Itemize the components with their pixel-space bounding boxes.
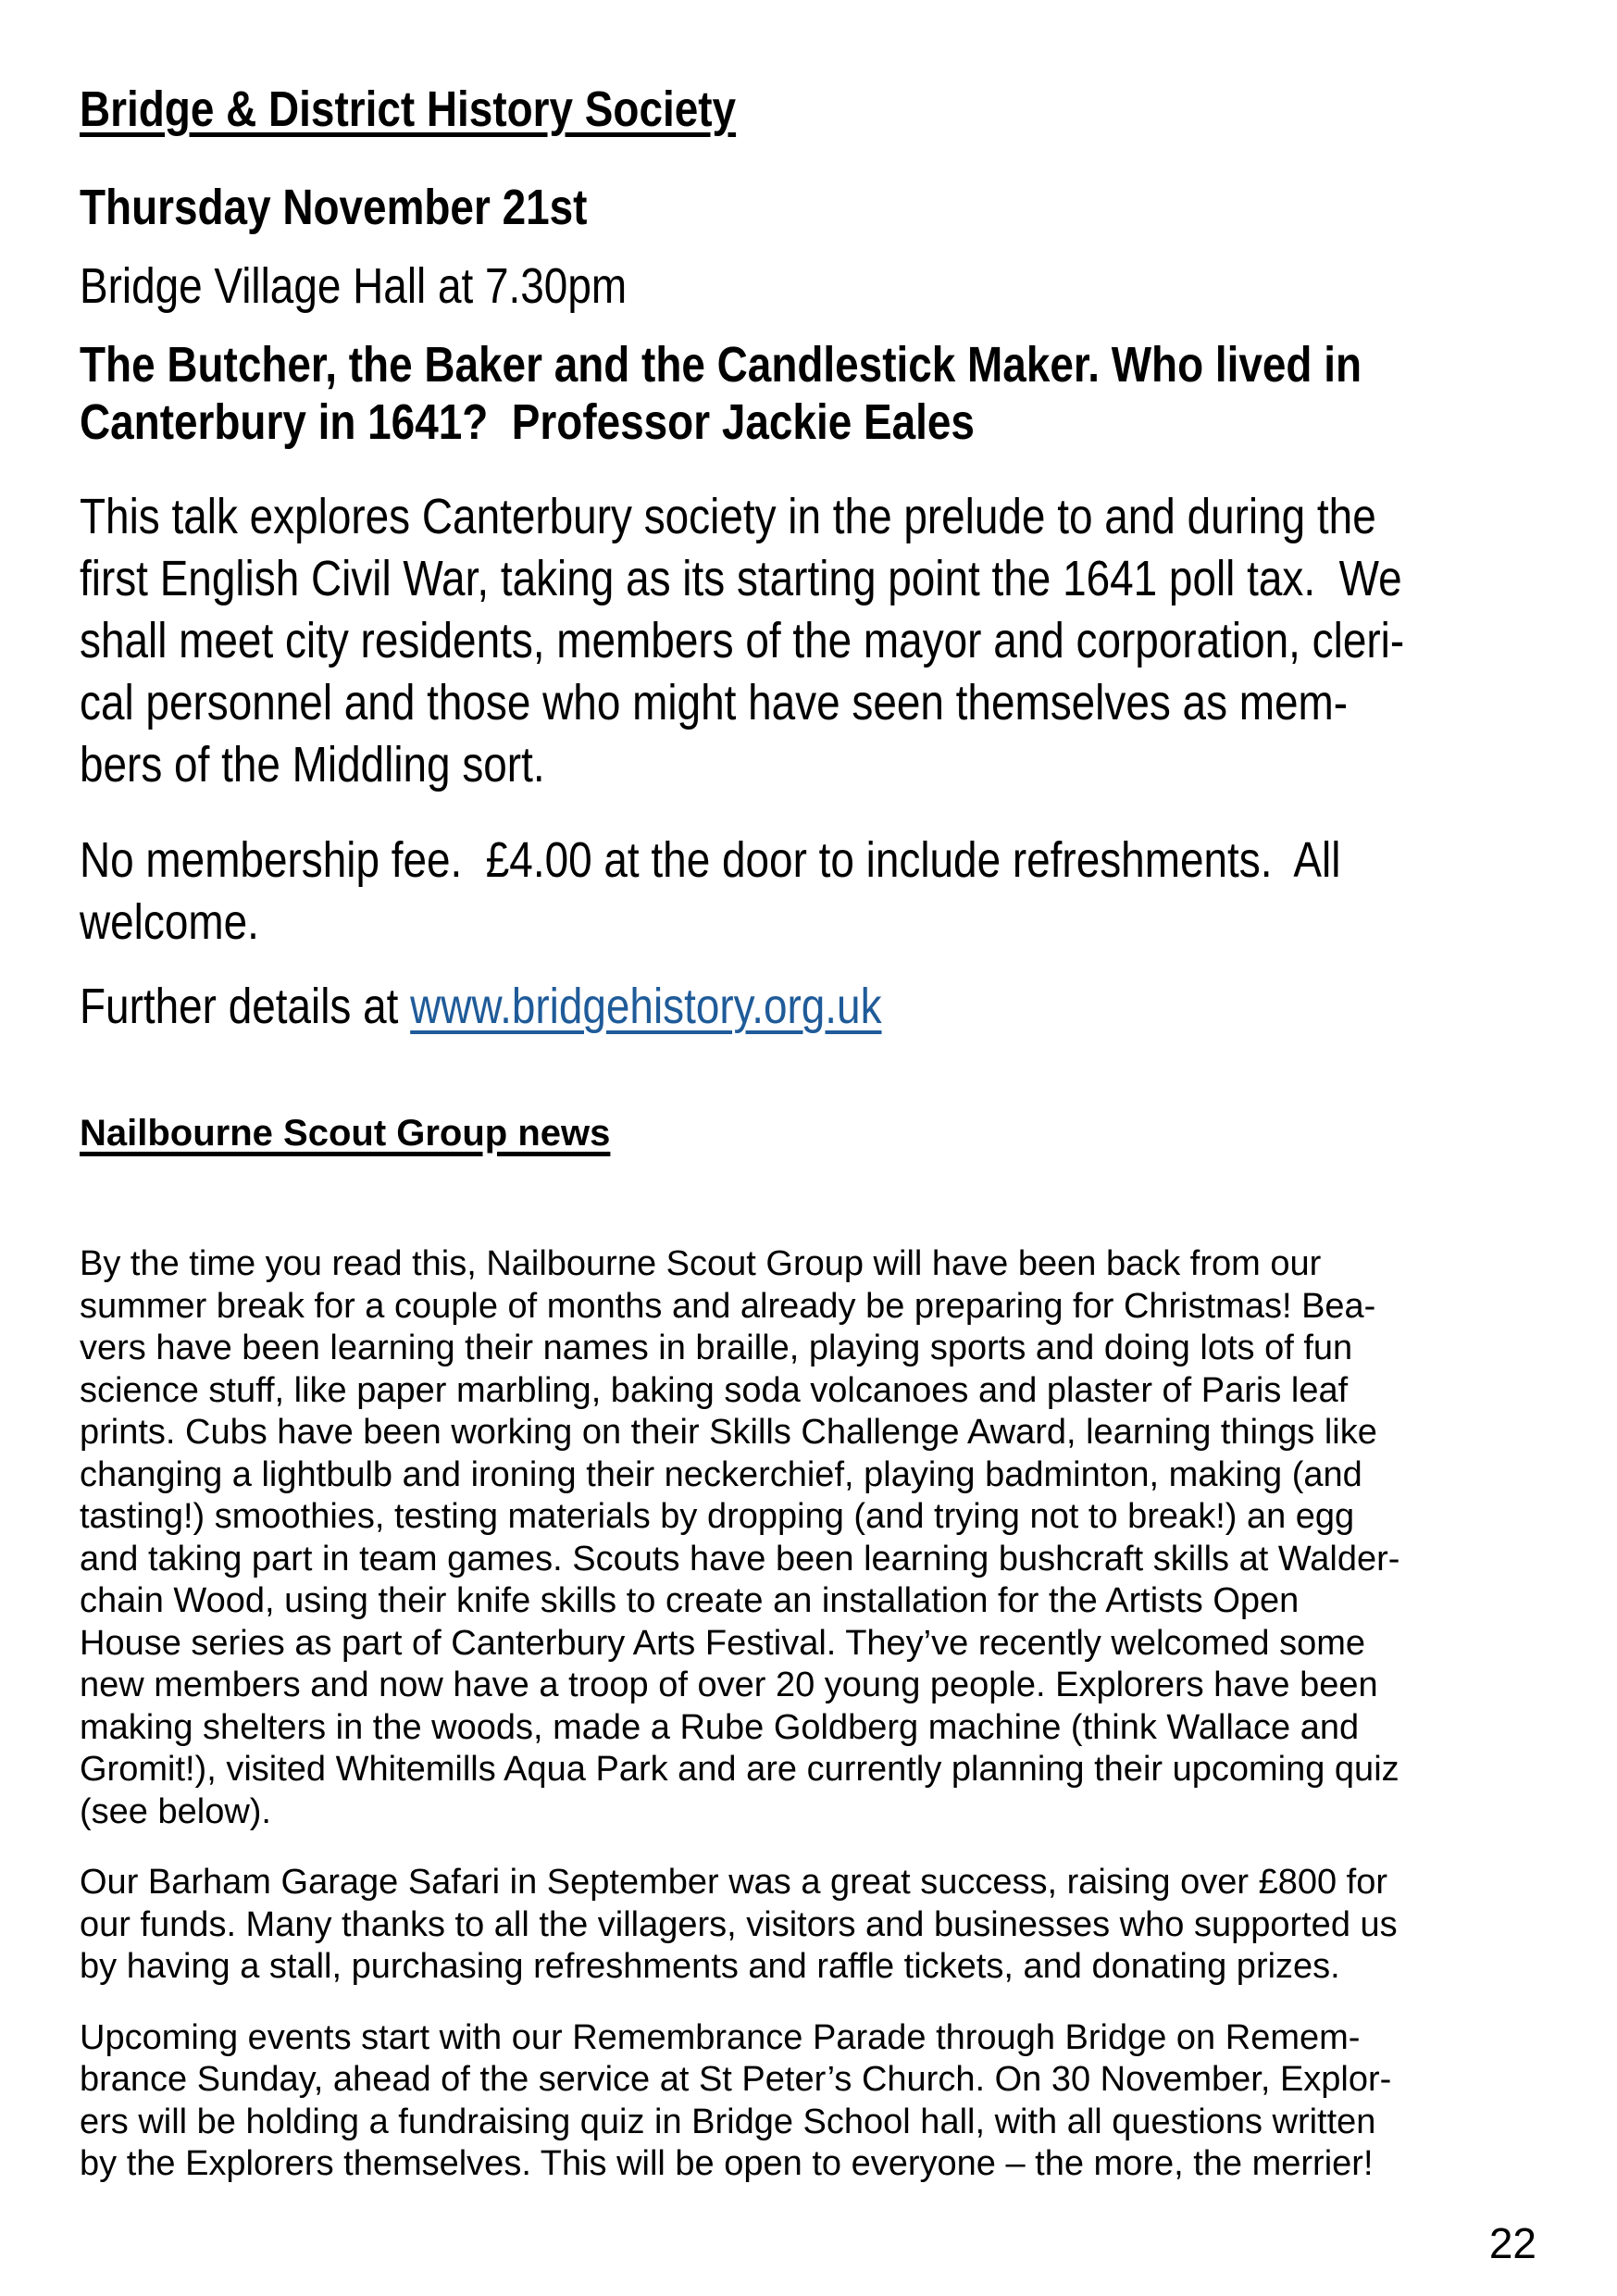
scout-paragraph-line: making shelters in the woods, made a Rube Goldberg machine (think Wallace and: [80, 1707, 1360, 1747]
talk-description-line: first English Civil War, taking as its starting point the 1641 poll tax. We: [80, 551, 1402, 606]
talk-title: [80, 336, 1574, 451]
talk-description-line: shall meet city residents, members of the mayor and corporation, cleri-: [80, 613, 1405, 668]
event-venue: Bridge Village Hall at 7.30pm: [80, 258, 628, 314]
history-society-title: [80, 81, 1574, 137]
fee-notice: [80, 830, 1574, 954]
page-number: 22: [1488, 2219, 1536, 2267]
scout-paragraph-line: chain Wood, using their knife skills to create an installation for the Artists Open: [80, 1581, 1300, 1620]
talk-title-line: Canterbury in 1641? Professor Jackie Eales: [80, 394, 975, 450]
scout-paragraph-line: science stuff, like paper marbling, baking soda volcanoes and plaster of Paris leaf: [80, 1370, 1349, 1410]
scout-paragraph-line: and taking part in team games. Scouts have been learning bushcraft skills at Walder-: [80, 1539, 1400, 1578]
scout-paragraph-line: changing a lightbulb and ironing their neckerchief, playing badminton, making (and: [80, 1454, 1362, 1494]
scout-paragraph-garage-safari: [80, 1862, 1561, 1989]
scout-group-title: [80, 1112, 1561, 1154]
history-society-title-text: Bridge & District History Society: [80, 81, 737, 137]
scout-paragraph-line: (see below).: [80, 1791, 271, 1831]
fee-notice-line: welcome.: [80, 894, 259, 950]
fee-notice-line: No membership fee. £4.00 at the door to include refreshments. All: [80, 832, 1341, 888]
further-details-text: Further details at: [80, 979, 411, 1034]
scout-paragraph-line: Upcoming events start with our Remembrance Parade through Bridge on Remem-: [80, 2017, 1361, 2057]
scout-paragraph-line: By the time you read this, Nailbourne Scout Group will have been back from our: [80, 1244, 1322, 1283]
scout-paragraph-line: prints. Cubs have been working on their Skills Challenge Award, learning things like: [80, 1413, 1377, 1452]
scout-paragraph-line: tasting!) smoothies, testing materials by dropping (and trying not to break!) an egg: [80, 1497, 1355, 1536]
talk-description: [80, 486, 1574, 796]
scout-paragraph-line: new members and now have a troop of over 20 young people. Explorers have been: [80, 1666, 1378, 1704]
scout-paragraph-activities: [80, 1243, 1561, 1833]
talk-description-line: bers of the Middling sort.: [80, 737, 545, 792]
scout-paragraph-line: ers will be holding a fundraising quiz in Bridge School hall, with all questions written: [80, 2102, 1376, 2141]
scout-paragraph-line: brance Sunday, ahead of the service at St Peter’s Church. On 30 November, Explor-: [80, 2060, 1392, 2099]
scout-paragraph-line: our funds. Many thanks to all the villagers, visitors and businesses who supported us: [80, 1904, 1398, 1944]
event-date: Thursday November 21st: [80, 180, 588, 235]
scout-paragraph-line: Gromit!), visited Whitemills Aqua Park and are currently planning their upcoming quiz: [80, 1750, 1399, 1789]
scout-paragraph-line: Our Barham Garage Safari in September was a great success, raising over £800 for: [80, 1863, 1388, 1902]
scout-paragraph-line: by the Explorers themselves. This will be open to everyone – the more, the merrier!: [80, 2144, 1374, 2183]
talk-description-line: This talk explores Canterbury society in the prelude to and during the: [80, 489, 1376, 544]
history-website-link[interactable]: www.bridgehistory.org.uk: [410, 979, 882, 1034]
scout-paragraph-line: by having a stall, purchasing refreshments and raffle tickets, and donating prizes.: [80, 1947, 1340, 1986]
further-details-line: [80, 976, 1574, 1038]
talk-description-line: cal personnel and those who might have seen themselves as mem-: [80, 675, 1349, 730]
scout-paragraph-upcoming-events: [80, 2017, 1561, 2186]
scout-paragraph-line: summer break for a couple of months and already be preparing for Christmas! Bea-: [80, 1286, 1376, 1326]
scout-group-title-text: Nailbourne Scout Group news: [80, 1113, 611, 1154]
scout-paragraph-line: vers have been learning their names in braille, playing sports and doing lots of fun: [80, 1329, 1353, 1367]
scout-paragraph-line: House series as part of Canterbury Arts Festival. They’ve recently welcomed some: [80, 1623, 1365, 1663]
scout-group-section: [80, 1112, 1561, 2186]
talk-title-line: The Butcher, the Baker and the Candlestick Maker. Who lived in: [80, 337, 1362, 393]
history-society-section: [80, 81, 1574, 1038]
